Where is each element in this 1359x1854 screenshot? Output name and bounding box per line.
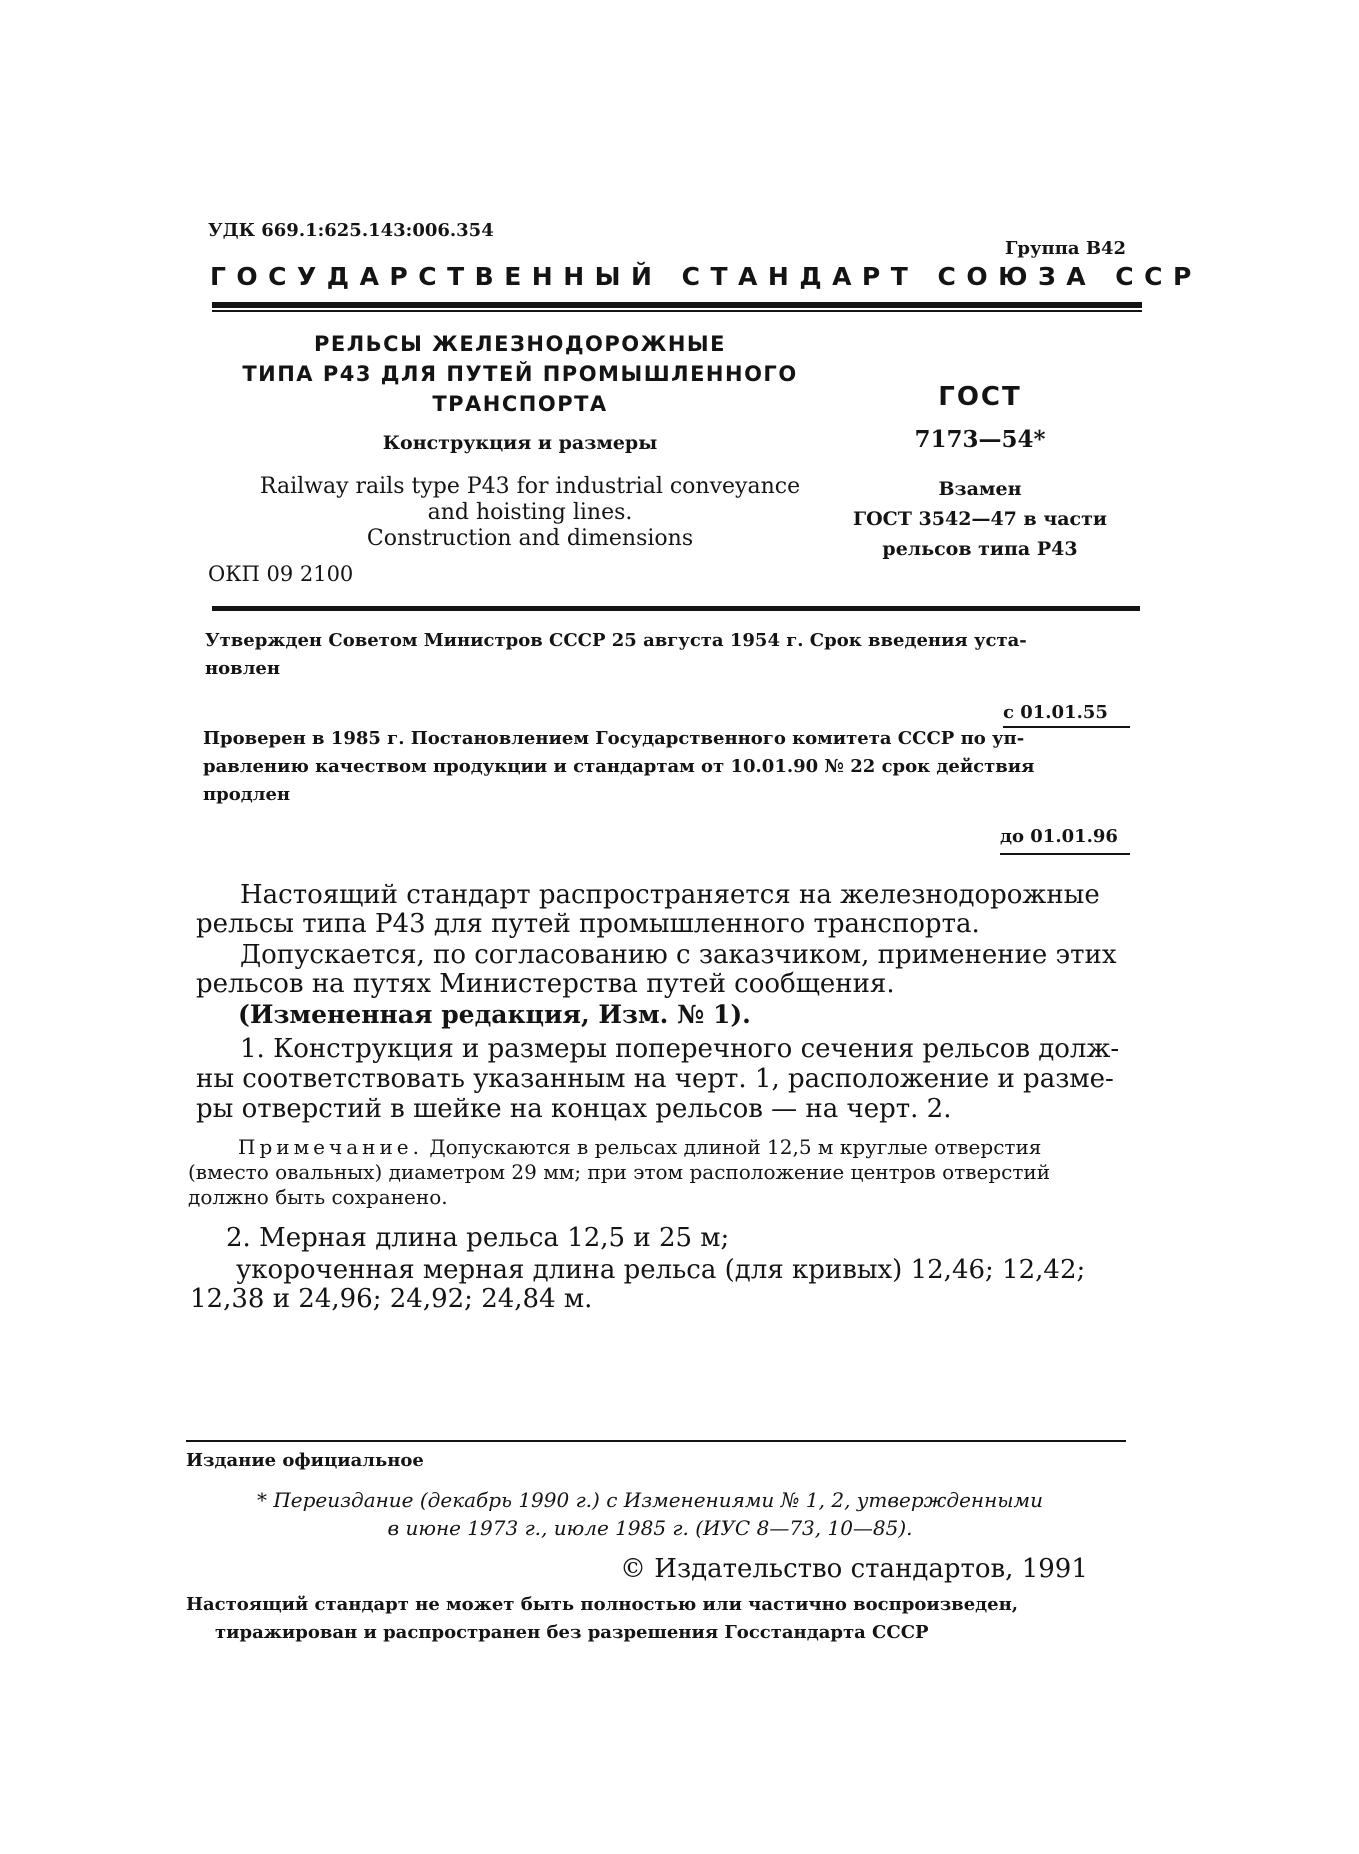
body-p1-line-2: рельсы типа Р43 для путей промышленного транспорта. <box>196 909 980 939</box>
header-rule <box>212 302 1142 308</box>
notice-line-2: тиражирован и распространен без разрешения Госстандарта СССР <box>215 1622 929 1643</box>
check-line-2: равлению качеством продукции и стандартам от 10.01.90 № 22 срок действия <box>203 756 1035 777</box>
approval-line-1: Утвержден Советом Министров СССР 25 августа 1954 г. Срок введения уста- <box>205 630 1027 651</box>
copyright: © Издательство стандартов, 1991 <box>620 1554 1088 1584</box>
note-line-2: (вместо овальных) диаметром 29 мм; при этом расположение центров отверстий <box>188 1160 1051 1184</box>
standard-banner: ГОСУДАРСТВЕННЫЙ СТАНДАРТ СОЮЗА ССР <box>210 262 1202 291</box>
title-line-3: ТРАНСПОРТА <box>432 392 608 416</box>
section-1-line-1: 1. Конструкция и размеры поперечного сечения рельсов долж- <box>240 1034 1120 1064</box>
notice-line-1: Настоящий стандарт не может быть полностью или частично воспроизведен, <box>186 1594 1019 1615</box>
udk-code: УДК 669.1:625.143:006.354 <box>208 220 494 241</box>
replaces-label: Взамен <box>938 478 1022 500</box>
until-date: до 01.01.96 <box>1000 826 1118 847</box>
title-line-1: РЕЛЬСЫ ЖЕЛЕЗНОДОРОЖНЫЕ <box>313 332 727 356</box>
revision-note: (Измененная редакция, Изм. № 1). <box>238 1000 751 1029</box>
section-2-line-1: 2. Мерная длина рельса 12,5 и 25 м; <box>226 1223 730 1253</box>
title-line-2: ТИПА Р43 ДЛЯ ПУТЕЙ ПРОМЫШЛЕННОГО <box>242 362 798 386</box>
group-code: Группа В42 <box>1005 238 1127 259</box>
check-line-3: продлен <box>203 784 291 805</box>
note-line-3: должно быть сохранено. <box>188 1185 448 1209</box>
section-1-line-2: ны соответствовать указанным на черт. 1, расположение и разме- <box>196 1064 1114 1094</box>
official-edition: Издание официальное <box>186 1450 424 1471</box>
title-en-line-3: Construction and dimensions <box>366 526 694 551</box>
note-label: Примечание. <box>238 1135 423 1159</box>
reissue-line-2: в июне 1973 г., июле 1985 г. (ИУС 8—73, 10—85). <box>387 1516 913 1540</box>
note-line-1 <box>238 1135 1041 1159</box>
title-en-line-2: and hoisting lines. <box>427 500 633 525</box>
section-1-line-3: ры отверстий в шейке на концах рельсов — на черт. 2. <box>196 1094 952 1124</box>
title-block-rule <box>212 606 1140 611</box>
body-p2-line-1: Допускается, по согласованию с заказчиком, применение этих <box>240 940 1117 970</box>
gost-label: ГОСТ <box>938 382 1022 412</box>
body-p1-line-1: Настоящий стандарт распространяется на железнодорожные <box>240 880 1100 910</box>
body-p2-line-2: рельсов на путях Министерства путей сообщения. <box>196 969 895 999</box>
footer-rule <box>186 1440 1126 1442</box>
replaces-scope: рельсов типа Р43 <box>882 538 1078 560</box>
section-2-line-3: 12,38 и 24,96; 24,92; 24,84 м. <box>190 1284 593 1314</box>
title-en-line-1: Railway rails type P43 for industrial conveyance <box>259 474 801 499</box>
check-line-1: Проверен в 1985 г. Постановлением Государственного комитета СССР по уп- <box>203 728 1025 749</box>
replaces-gost: ГОСТ 3542—47 в части <box>853 508 1107 530</box>
gost-number: 7173—54* <box>914 426 1046 453</box>
intro-date: с 01.01.55 <box>1003 702 1108 723</box>
okp-code: ОКП 09 2100 <box>208 562 354 586</box>
header-rule-thin <box>212 310 1142 312</box>
section-2-line-2: укороченная мерная длина рельса (для кривых) 12,46; 12,42; <box>236 1255 1086 1285</box>
reissue-line-1: * Переиздание (декабрь 1990 г.) с Изменениями № 1, 2, утвержденными <box>256 1488 1044 1512</box>
until-date-rule <box>1000 853 1130 855</box>
subtitle-ru: Конструкция и размеры <box>382 432 658 454</box>
note-text-1: Допускаются в рельсах длиной 12,5 м круглые отверстия <box>429 1135 1042 1159</box>
approval-line-2: новлен <box>205 658 281 679</box>
